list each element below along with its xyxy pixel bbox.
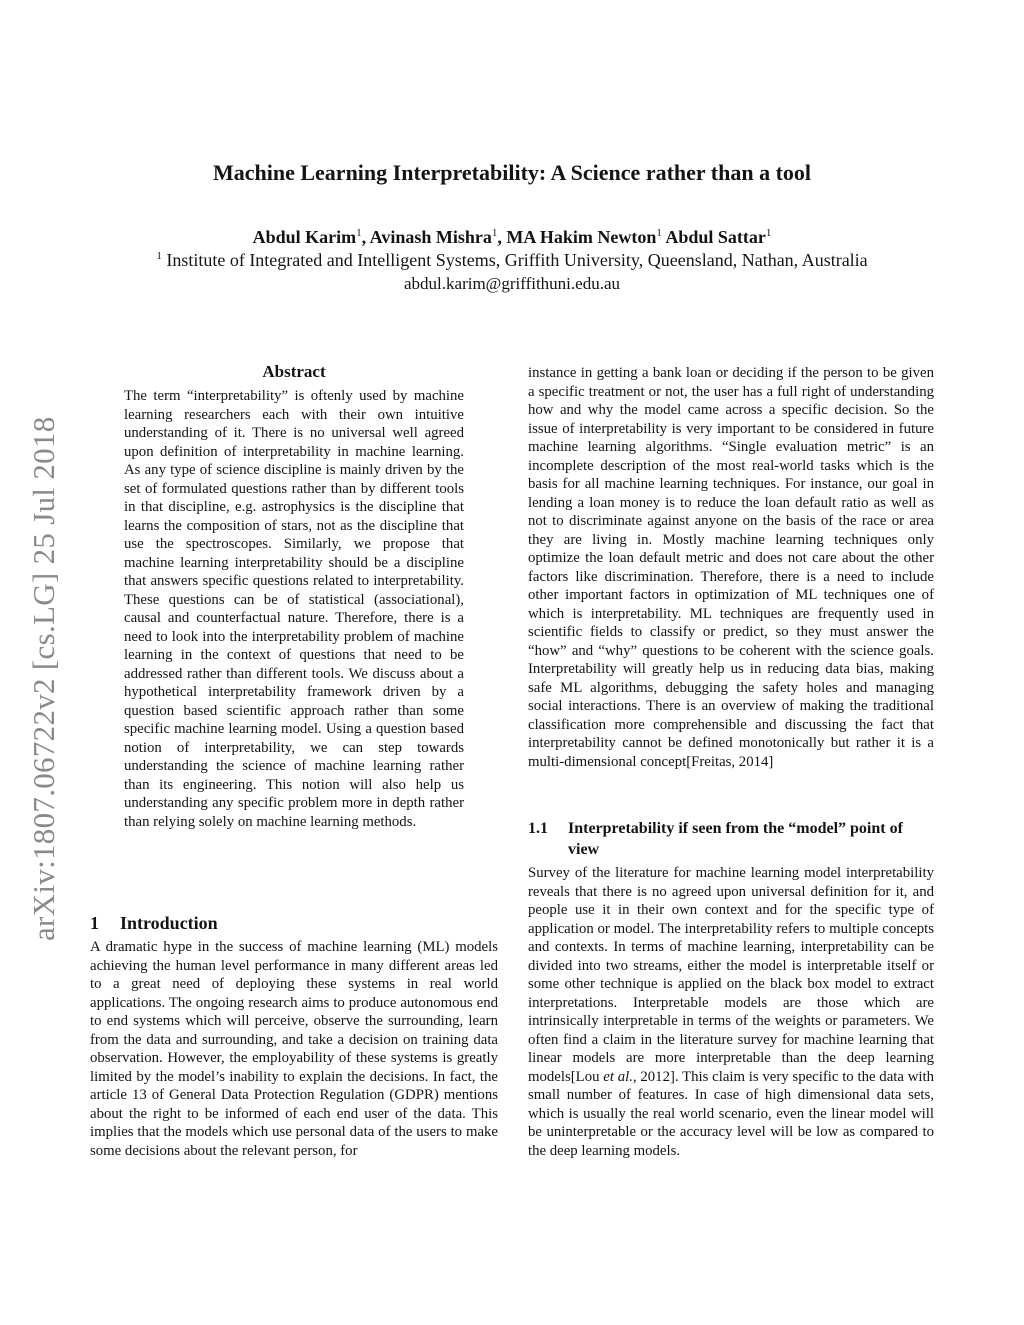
author-name: Abdul Sattar — [665, 227, 766, 247]
introduction-paragraph: A dramatic hype in the success of machine learning (ML) models achieving the human level performance in many different areas led to a great need of deploying these systems in real world applications. The ongoing research aims to produce autonomous end to end systems which will perceive, observe the surrounding, learn from the data and surrounding, and take a decision on training data observation. However, the employability of these systems is greatly limited by the model’s inability to explain the decisions. In fact, the article 13 of General Data Protection Regulation (GDPR) mentions about the right to be informed of each end user of the data. This implies that the models which use personal data of the users to make some decisions about the relevant person, for — [90, 939, 498, 1159]
author-separator: , — [361, 227, 370, 247]
author-name: MA Hakim Newton — [506, 227, 657, 247]
subsection-paragraph — [528, 864, 934, 1160]
subsection-number: 1.1 — [528, 820, 548, 837]
introduction-continued-paragraph: instance in getting a bank loan or deciding if the person to be given a specific treatment or not, the user has a full right of understanding how and why the model came across a specific decision. So the issue of interpretability is very important to be considered in future machine learning algorithms. “Single evaluation metric” is an incomplete description of the most real-world tasks which is the basis for all machine learning techniques. For instance, our goal in lending a loan money is to reduce the loan default ratio as well as not to discriminate against anyone on the basis of the race or area they are living in. Mostly machine learning techniques only optimize the loan default metric and does not care about the other factors like discrimination. Therefore, there is a need to include other important factors in optimization of ML techniques one of which is interpretability. ML techniques are frequently used in scientific fields to classify or predict, so they must answer the “how” and “why” questions to be coherent with the science goals. Interpretability will greatly help us in reducing data bias, making safe ML algorithms, debugging the safety holes and managing social interactions. There is an overview of making the traditional classification more comprehensible and discussing the fact that interpretability cannot be defined monotonically but rather it is a multi-dimensional concept[Freitas, 2014] — [528, 365, 934, 770]
citation-et-al: et al. — [603, 1068, 633, 1085]
section-number: 1 — [90, 913, 99, 933]
arxiv-identifier-stamp: arXiv:1807.06722v2 [cs.LG] 25 Jul 2018 — [26, 416, 61, 941]
affiliation-mark: 1 — [156, 250, 162, 262]
author-affiliation-mark: 1 — [356, 227, 362, 239]
subsection-title: Interpretability if seen from the “model” point of view — [568, 820, 903, 858]
author-list — [60, 224, 964, 250]
affiliation-text: Institute of Integrated and Intelligent Systems, Griffith University, Queensland, Nathan, Australia — [161, 250, 868, 270]
subsection-text-part: Survey of the literature for machine learning model interpretability reveals that there is no agreed upon universal definition for it, and people use it in their own context and for the specific type of application or model. The interpretability refers to multiple concepts and contexts. In terms of machine learning, interpretability can be divided into two streams, either the model is interpretable itself or some other technique is applied on the black box model to extract interpretations. Interpretable models are those which are intrinsically interpretable in terms of the weights or parameters. We often find a claim in the literature survey for machine learning that linear models are more interpretable than the deep learning models[Lou — [528, 865, 934, 1085]
subsection-heading — [528, 818, 934, 860]
contact-email: abdul.karim@griffithuni.edu.au — [404, 274, 620, 293]
author-separator: , — [497, 227, 507, 247]
subsection-text-part: , 2012]. This claim is very specific to the data with small number of features. In case of high dimensional data sets, which is usually the real world scenario, even the linear model will be uninterpretable or the accuracy level will be low as compared to the deep learning models. — [528, 1068, 934, 1159]
author-affiliation — [60, 248, 964, 272]
author-name: Avinash Mishra — [369, 227, 492, 247]
author-affiliation-mark: 1 — [656, 227, 662, 239]
author-affiliation-mark: 1 — [491, 227, 498, 239]
paper-title: Machine Learning Interpretability: A Science rather than a tool — [212, 160, 812, 185]
author-name: Abdul Karim — [252, 227, 357, 247]
author-affiliation-mark: 1 — [765, 227, 772, 239]
section-heading-introduction — [90, 910, 500, 936]
abstract-heading: Abstract — [262, 362, 326, 381]
section-title: Introduction — [120, 913, 218, 933]
abstract-text: The term “interpretability” is oftenly used by machine learning researchers each with their own intuitive understanding of it. There is no universal well agreed upon definition of interpretability in machine learning. As any type of science discipline is mainly driven by the set of formulated questions rather than by different tools in that discipline, e.g. astrophysics is the discipline that learns the composition of stars, not as the discipline that use the spectroscopes. Similarly, we propose that machine learning interpretability should be a discipline that answers specific questions related to interpretability. These questions can be of statistical (associational), causal and counterfactual nature. Therefore, there is a need to look into the interpretability problem of machine learning in the context of questions that need to be addressed rather than different tools. We discuss about a hypothetical interpretability framework driven by a question based scientific approach rather than some specific machine learning model. Using a question based notion of interpretability, we can step towards understanding the science of machine learning rather than its engineering. This notion will also help us understanding any specific problem more in depth rather than relying solely on machine learning methods. — [124, 388, 464, 830]
